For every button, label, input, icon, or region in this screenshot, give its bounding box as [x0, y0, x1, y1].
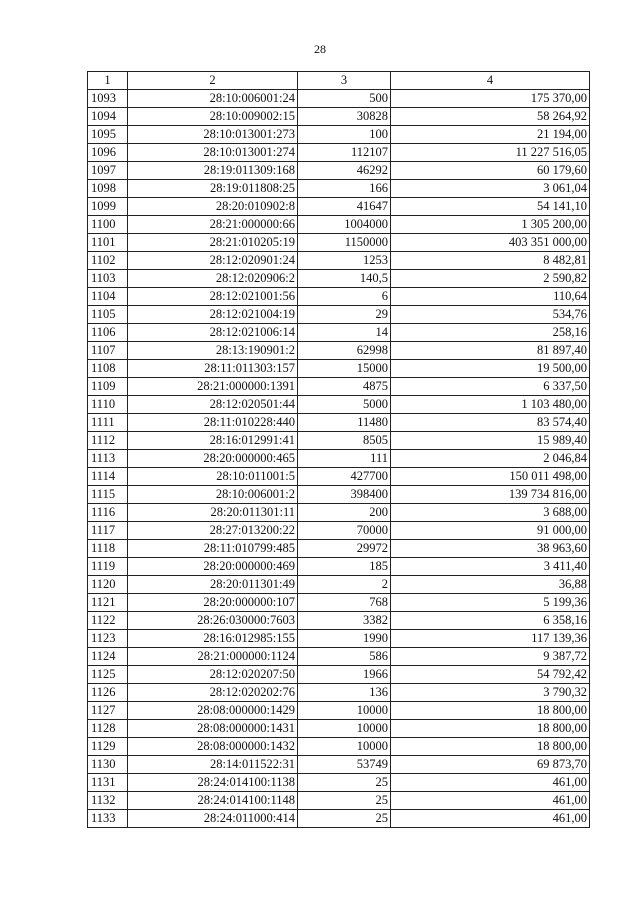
table-row — [88, 594, 590, 612]
cadastral-number: 28:12:021004:19 — [128, 306, 298, 324]
area-value: 140,5 — [298, 270, 391, 288]
cost-value: 175 370,00 — [391, 90, 590, 108]
cost-value: 139 734 816,00 — [391, 486, 590, 504]
table-row — [88, 756, 590, 774]
area-value: 2 — [298, 576, 391, 594]
table-row — [88, 486, 590, 504]
area-value: 1990 — [298, 630, 391, 648]
area-value: 586 — [298, 648, 391, 666]
cost-value: 15 989,40 — [391, 432, 590, 450]
area-value: 62998 — [298, 342, 391, 360]
cadastral-number: 28:20:000000:469 — [128, 558, 298, 576]
cost-value: 2 590,82 — [391, 270, 590, 288]
table-row — [88, 720, 590, 738]
cost-value: 60 179,60 — [391, 162, 590, 180]
area-value: 25 — [298, 792, 391, 810]
cost-value: 110,64 — [391, 288, 590, 306]
cadastral-number: 28:10:006001:2 — [128, 486, 298, 504]
cost-value: 38 963,60 — [391, 540, 590, 558]
cost-value: 3 790,32 — [391, 684, 590, 702]
area-value: 112107 — [298, 144, 391, 162]
row-number: 1132 — [88, 792, 128, 810]
cost-value: 19 500,00 — [391, 360, 590, 378]
cost-value: 6 337,50 — [391, 378, 590, 396]
row-number: 1105 — [88, 306, 128, 324]
area-value: 427700 — [298, 468, 391, 486]
row-number: 1115 — [88, 486, 128, 504]
cadastral-table — [87, 71, 590, 828]
area-value: 70000 — [298, 522, 391, 540]
table-row — [88, 378, 590, 396]
area-value: 185 — [298, 558, 391, 576]
row-number: 1094 — [88, 108, 128, 126]
row-number: 1101 — [88, 234, 128, 252]
cadastral-number: 28:20:000000:465 — [128, 450, 298, 468]
row-number: 1127 — [88, 702, 128, 720]
cadastral-number: 28:19:011808:25 — [128, 180, 298, 198]
row-number: 1116 — [88, 504, 128, 522]
cadastral-number: 28:16:012991:41 — [128, 432, 298, 450]
table-row — [88, 774, 590, 792]
row-number: 1117 — [88, 522, 128, 540]
cost-value: 461,00 — [391, 774, 590, 792]
area-value: 25 — [298, 774, 391, 792]
row-number: 1109 — [88, 378, 128, 396]
row-number: 1111 — [88, 414, 128, 432]
cadastral-number: 28:21:000000:66 — [128, 216, 298, 234]
row-number: 1123 — [88, 630, 128, 648]
table-row — [88, 126, 590, 144]
table-row — [88, 306, 590, 324]
cadastral-number: 28:12:020207:50 — [128, 666, 298, 684]
row-number: 1128 — [88, 720, 128, 738]
cost-value: 461,00 — [391, 810, 590, 828]
area-value: 5000 — [298, 396, 391, 414]
row-number: 1125 — [88, 666, 128, 684]
area-value: 100 — [298, 126, 391, 144]
cost-value: 91 000,00 — [391, 522, 590, 540]
table-row — [88, 324, 590, 342]
area-value: 41647 — [298, 198, 391, 216]
cadastral-number: 28:12:020202:76 — [128, 684, 298, 702]
cadastral-number: 28:20:000000:107 — [128, 594, 298, 612]
cadastral-number: 28:08:000000:1431 — [128, 720, 298, 738]
row-number: 1122 — [88, 612, 128, 630]
cost-value: 81 897,40 — [391, 342, 590, 360]
row-number: 1124 — [88, 648, 128, 666]
row-number: 1113 — [88, 450, 128, 468]
area-value: 10000 — [298, 702, 391, 720]
area-value: 500 — [298, 90, 391, 108]
table-row — [88, 702, 590, 720]
area-value: 29972 — [298, 540, 391, 558]
table-row — [88, 360, 590, 378]
cadastral-number: 28:21:010205:19 — [128, 234, 298, 252]
row-number: 1106 — [88, 324, 128, 342]
table-row — [88, 414, 590, 432]
table-row — [88, 684, 590, 702]
cadastral-number: 28:11:010228:440 — [128, 414, 298, 432]
cost-value: 8 482,81 — [391, 252, 590, 270]
row-number: 1120 — [88, 576, 128, 594]
cost-value: 83 574,40 — [391, 414, 590, 432]
cadastral-number: 28:21:000000:1124 — [128, 648, 298, 666]
table-row — [88, 180, 590, 198]
area-value: 200 — [298, 504, 391, 522]
cost-value: 54 792,42 — [391, 666, 590, 684]
row-number: 1095 — [88, 126, 128, 144]
cadastral-number: 28:20:011301:11 — [128, 504, 298, 522]
row-number: 1130 — [88, 756, 128, 774]
table-row — [88, 666, 590, 684]
cost-value: 1 103 480,00 — [391, 396, 590, 414]
table-row — [88, 576, 590, 594]
header-col-1: 1 — [88, 72, 128, 90]
table-row — [88, 792, 590, 810]
cadastral-number: 28:24:014100:1148 — [128, 792, 298, 810]
area-value: 166 — [298, 180, 391, 198]
cadastral-number: 28:12:020501:44 — [128, 396, 298, 414]
cost-value: 1 305 200,00 — [391, 216, 590, 234]
table-row — [88, 234, 590, 252]
area-value: 46292 — [298, 162, 391, 180]
cadastral-number: 28:08:000000:1432 — [128, 738, 298, 756]
row-number: 1096 — [88, 144, 128, 162]
row-number: 1129 — [88, 738, 128, 756]
cadastral-number: 28:24:014100:1138 — [128, 774, 298, 792]
cadastral-number: 28:13:190901:2 — [128, 342, 298, 360]
table-row — [88, 630, 590, 648]
cadastral-number: 28:10:009002:15 — [128, 108, 298, 126]
area-value: 30828 — [298, 108, 391, 126]
cost-value: 461,00 — [391, 792, 590, 810]
table-row — [88, 270, 590, 288]
area-value: 14 — [298, 324, 391, 342]
cadastral-number: 28:12:020901:24 — [128, 252, 298, 270]
area-value: 136 — [298, 684, 391, 702]
row-number: 1107 — [88, 342, 128, 360]
row-number: 1126 — [88, 684, 128, 702]
cadastral-number: 28:24:011000:414 — [128, 810, 298, 828]
area-value: 11480 — [298, 414, 391, 432]
table-row — [88, 450, 590, 468]
area-value: 1966 — [298, 666, 391, 684]
table-body — [88, 90, 590, 828]
table-row — [88, 558, 590, 576]
row-number: 1103 — [88, 270, 128, 288]
table-row — [88, 810, 590, 828]
table-row — [88, 288, 590, 306]
area-value: 10000 — [298, 738, 391, 756]
row-number: 1118 — [88, 540, 128, 558]
cadastral-number: 28:20:011301:49 — [128, 576, 298, 594]
header-col-3: 3 — [298, 72, 391, 90]
row-number: 1100 — [88, 216, 128, 234]
cost-value: 258,16 — [391, 324, 590, 342]
cost-value: 3 411,40 — [391, 558, 590, 576]
table-row — [88, 162, 590, 180]
cost-value: 9 387,72 — [391, 648, 590, 666]
table-row — [88, 648, 590, 666]
row-number: 1097 — [88, 162, 128, 180]
table-row — [88, 216, 590, 234]
cadastral-number: 28:12:021006:14 — [128, 324, 298, 342]
row-number: 1131 — [88, 774, 128, 792]
area-value: 53749 — [298, 756, 391, 774]
cost-value: 117 139,36 — [391, 630, 590, 648]
cost-value: 58 264,92 — [391, 108, 590, 126]
table-row — [88, 342, 590, 360]
table-row — [88, 144, 590, 162]
cadastral-number: 28:10:011001:5 — [128, 468, 298, 486]
cadastral-number: 28:20:010902:8 — [128, 198, 298, 216]
cost-value: 18 800,00 — [391, 738, 590, 756]
table-row — [88, 612, 590, 630]
area-value: 15000 — [298, 360, 391, 378]
cost-value: 6 358,16 — [391, 612, 590, 630]
row-number: 1112 — [88, 432, 128, 450]
table-row — [88, 108, 590, 126]
cadastral-number: 28:12:020906:2 — [128, 270, 298, 288]
table-row — [88, 396, 590, 414]
cost-value: 3 688,00 — [391, 504, 590, 522]
cost-value: 5 199,36 — [391, 594, 590, 612]
table-row — [88, 90, 590, 108]
table-row — [88, 252, 590, 270]
cost-value: 534,76 — [391, 306, 590, 324]
cost-value: 2 046,84 — [391, 450, 590, 468]
cost-value: 150 011 498,00 — [391, 468, 590, 486]
cost-value: 69 873,70 — [391, 756, 590, 774]
header-col-4: 4 — [391, 72, 590, 90]
cost-value: 11 227 516,05 — [391, 144, 590, 162]
cadastral-number: 28:11:011303:157 — [128, 360, 298, 378]
row-number: 1102 — [88, 252, 128, 270]
table-row — [88, 198, 590, 216]
cost-value: 403 351 000,00 — [391, 234, 590, 252]
cost-value: 3 061,04 — [391, 180, 590, 198]
row-number: 1114 — [88, 468, 128, 486]
area-value: 29 — [298, 306, 391, 324]
header-row — [88, 72, 590, 90]
row-number: 1099 — [88, 198, 128, 216]
area-value: 111 — [298, 450, 391, 468]
table-row — [88, 504, 590, 522]
row-number: 1121 — [88, 594, 128, 612]
cadastral-number: 28:10:013001:274 — [128, 144, 298, 162]
table-row — [88, 540, 590, 558]
area-value: 3382 — [298, 612, 391, 630]
area-value: 768 — [298, 594, 391, 612]
area-value: 4875 — [298, 378, 391, 396]
cost-value: 18 800,00 — [391, 720, 590, 738]
area-value: 1004000 — [298, 216, 391, 234]
cadastral-number: 28:16:012985:155 — [128, 630, 298, 648]
table-header — [88, 72, 590, 90]
cadastral-number: 28:19:011309:168 — [128, 162, 298, 180]
table-row — [88, 738, 590, 756]
area-value: 398400 — [298, 486, 391, 504]
row-number: 1119 — [88, 558, 128, 576]
cadastral-number: 28:21:000000:1391 — [128, 378, 298, 396]
table-row — [88, 522, 590, 540]
row-number: 1108 — [88, 360, 128, 378]
cadastral-number: 28:12:021001:56 — [128, 288, 298, 306]
area-value: 25 — [298, 810, 391, 828]
row-number: 1110 — [88, 396, 128, 414]
cadastral-number: 28:14:011522:31 — [128, 756, 298, 774]
row-number: 1093 — [88, 90, 128, 108]
header-col-2: 2 — [128, 72, 298, 90]
page-number: 28 — [314, 42, 326, 56]
cadastral-number: 28:10:006001:24 — [128, 90, 298, 108]
table-row — [88, 468, 590, 486]
row-number: 1133 — [88, 810, 128, 828]
row-number: 1104 — [88, 288, 128, 306]
row-number: 1098 — [88, 180, 128, 198]
area-value: 10000 — [298, 720, 391, 738]
cadastral-number: 28:11:010799:485 — [128, 540, 298, 558]
cost-value: 21 194,00 — [391, 126, 590, 144]
cadastral-number: 28:10:013001:273 — [128, 126, 298, 144]
table-row — [88, 432, 590, 450]
cadastral-number: 28:08:000000:1429 — [128, 702, 298, 720]
area-value: 1150000 — [298, 234, 391, 252]
cadastral-number: 28:27:013200:22 — [128, 522, 298, 540]
area-value: 1253 — [298, 252, 391, 270]
cost-value: 36,88 — [391, 576, 590, 594]
cost-value: 18 800,00 — [391, 702, 590, 720]
area-value: 8505 — [298, 432, 391, 450]
area-value: 6 — [298, 288, 391, 306]
cadastral-number: 28:26:030000:7603 — [128, 612, 298, 630]
cost-value: 54 141,10 — [391, 198, 590, 216]
